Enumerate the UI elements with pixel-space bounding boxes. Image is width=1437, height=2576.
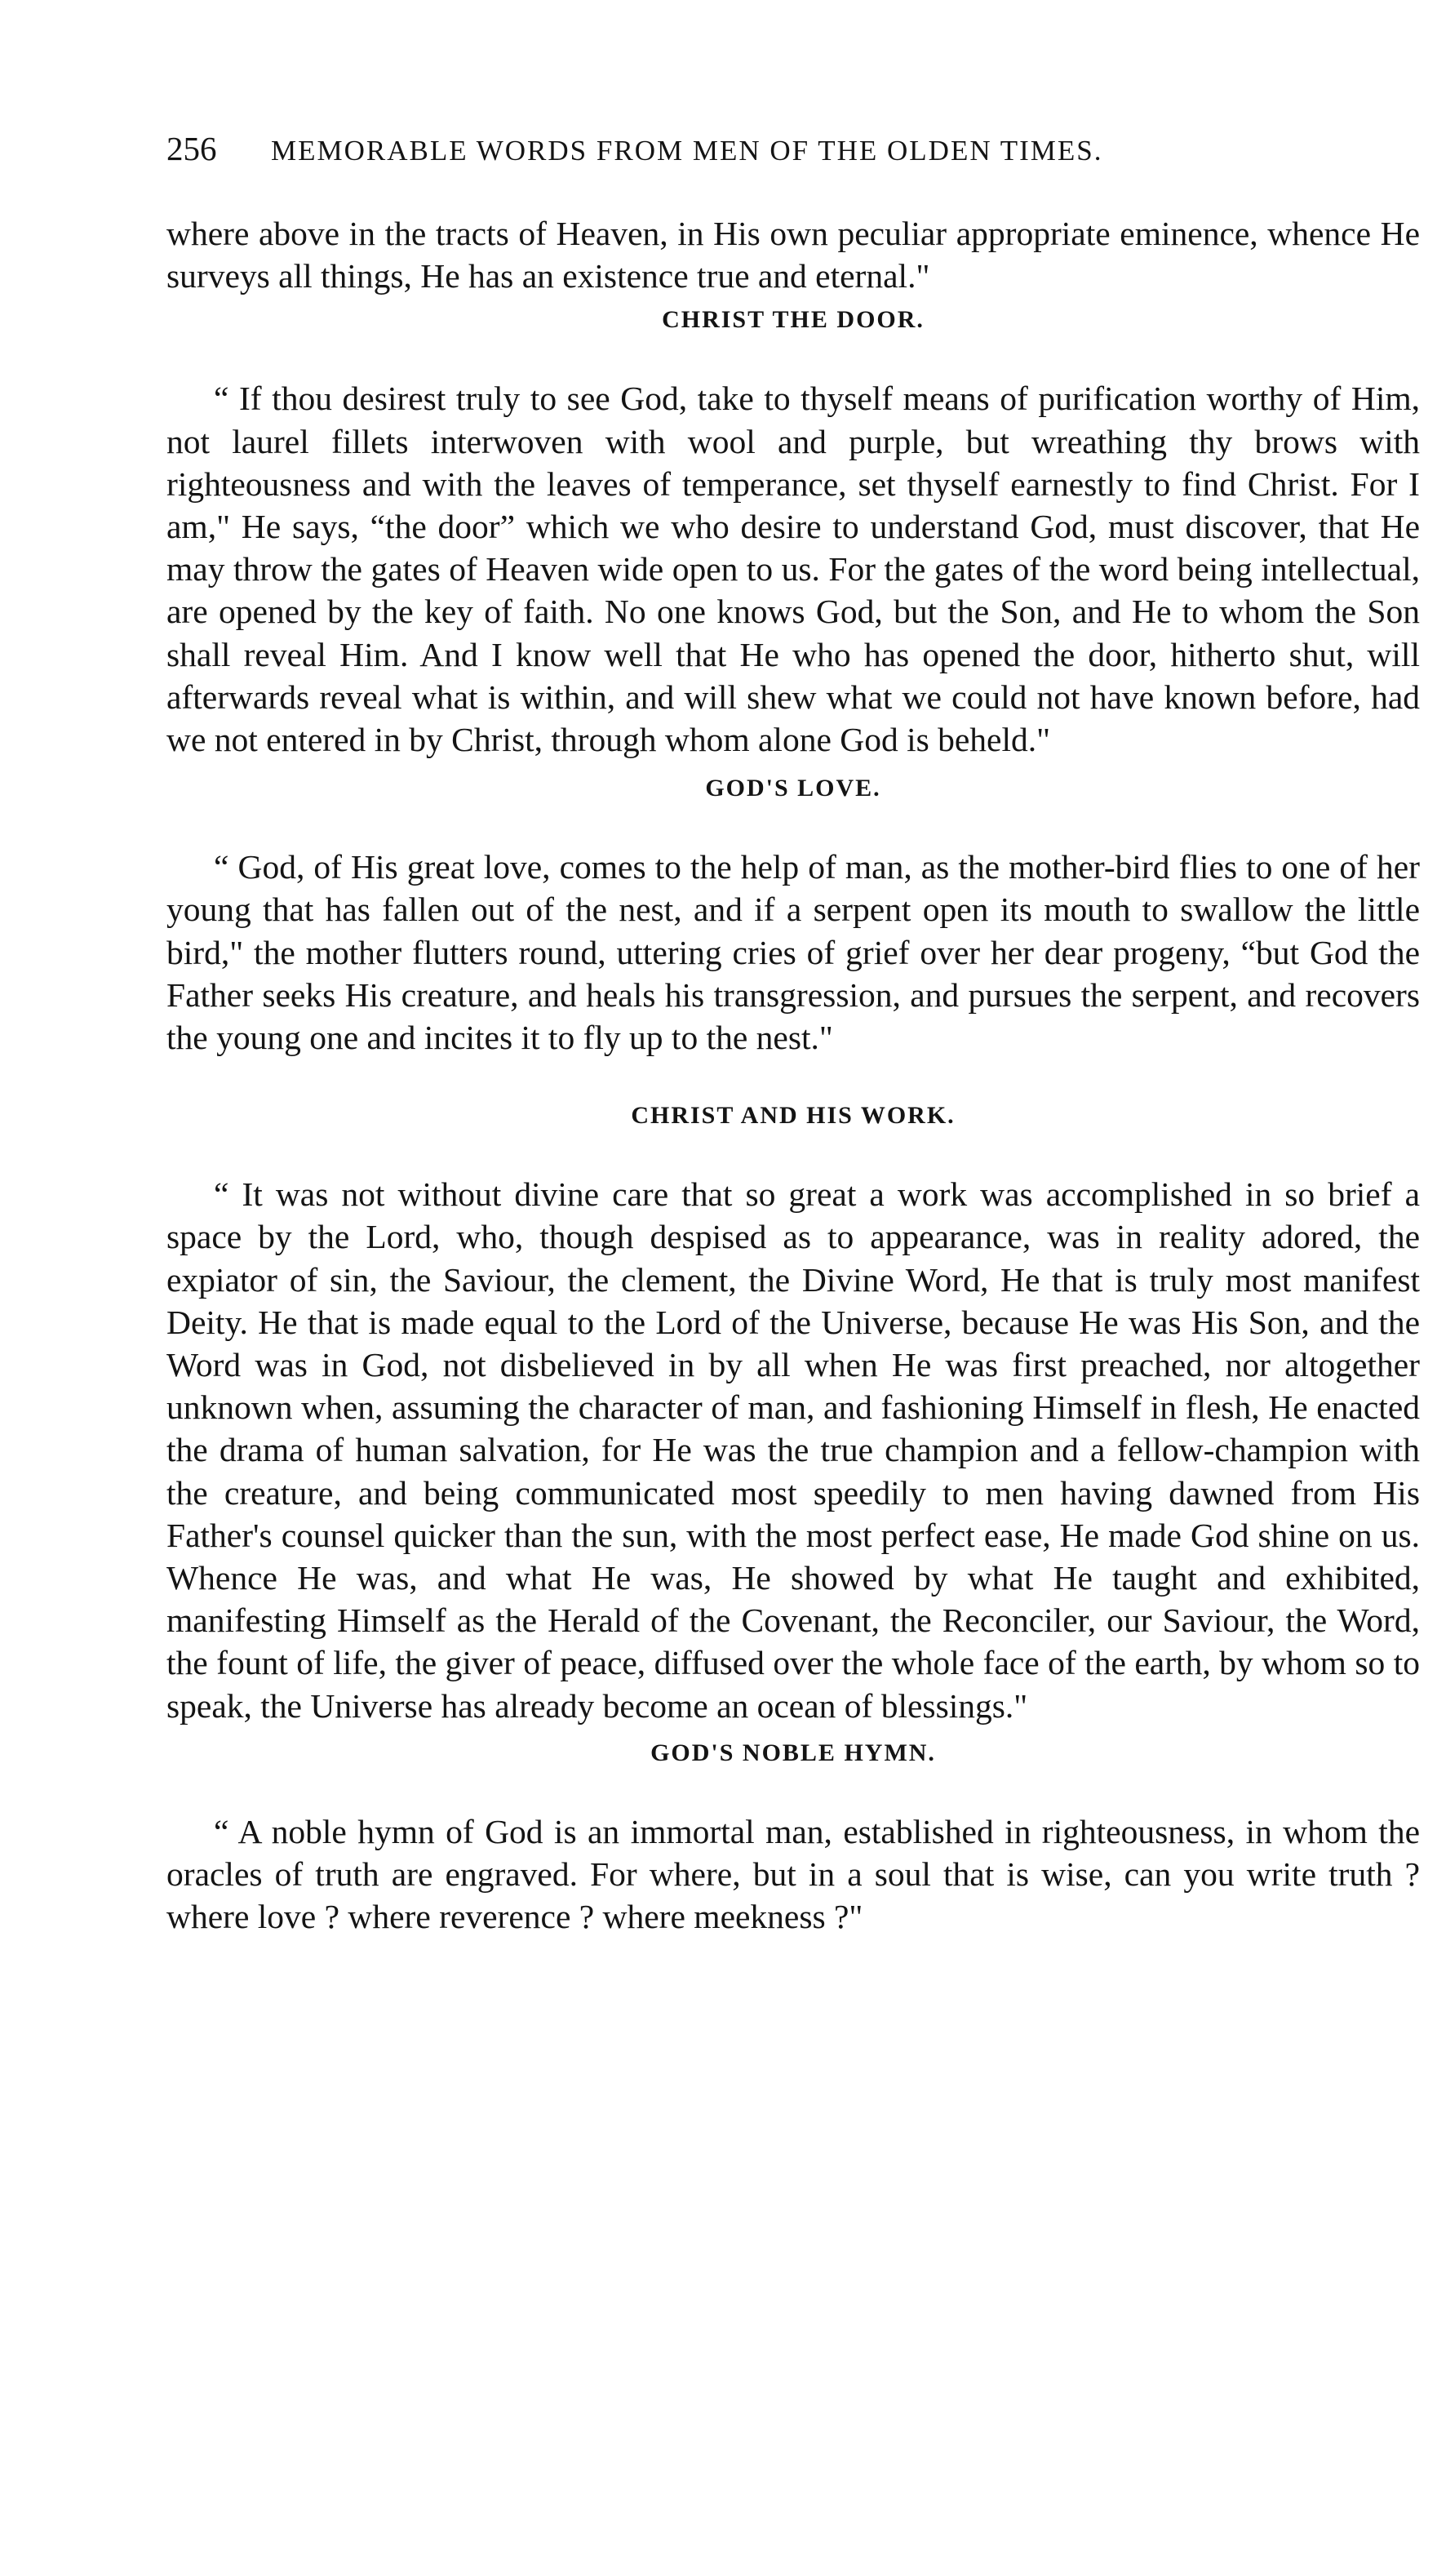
- paragraph-christ-the-door: “ If thou desirest truly to see God, take to thyself means of purification worthy of Him, not laurel fillets interwoven with wool and purple, but wreathing thy brows with righteousness and with the leaves of temperance, set thyself earnestly to find Christ. For I am," He says, “the door” which we who desire to understand God, must discover, that He may throw the gates of Heaven wide open to us. For the gates of the word being intellectual, are opened by the key of faith. No one knows God, but the Son, and He to whom the Son shall reveal Him. And I know well that He who has opened the door, hitherto shut, will afterwards reveal what is within, and will shew what we could not have known before, had we not entered in by Christ, through whom alone God is beheld.": [166, 380, 1420, 759]
- section-heading-gods-love: GOD'S LOVE.: [705, 775, 881, 802]
- paragraph-continued: where above in the tracts of Heaven, in His own peculiar appropriate eminence, whence He surveys all things, He has an existence true and eternal.": [166, 215, 1420, 295]
- running-title: MEMORABLE WORDS FROM MEN OF THE OLDEN TIMES.: [271, 135, 1103, 167]
- running-head: [166, 129, 1420, 181]
- paragraph-christ-and-his-work: “ It was not without divine care that so great a work was accomplished in so brief a space by the Lord, who, though despised as to appearance, was in reality adored, the expiator of sin, the Saviour, the clement, the Divine Word, He that is truly most manifest Deity. He that is made equal to the Lord of the Universe, because He was His Son, and the Word was in God, not disbelieved in by all when He was first preached, nor altogether unknown when, assuming the character of man, and fashioning Himself in flesh, He enacted the drama of human salvation, for He was the true champion and a fellow-champion with the creature, and being communicated most speedily to men having dawned from His Father's counsel quicker than the sun, with the most perfect ease, He made God shine on us. Whence He was, and what He was, He showed by what He taught and exhibited, manifesting Himself as the Herald of the Covenant, the Reconciler, our Saviour, the Word, the fount of life, the giver of peace, diffused over the whole face of the earth, by whom so to speak, the Universe has already become an ocean of blessings.": [166, 1175, 1420, 1725]
- section-heading-christ-the-door: CHRIST THE DOOR.: [662, 306, 925, 334]
- paragraph-gods-noble-hymn: “ A noble hymn of God is an immortal man, established in righteousness, in whom the oracles of truth are engraved. For where, but in a soul that is wise, can you write truth ? where love ? where reverence ? where meekness ?": [166, 1812, 1420, 1936]
- section-heading-gods-noble-hymn: GOD'S NOBLE HYMN.: [650, 1739, 936, 1766]
- section-heading-christ-and-his-work: CHRIST AND HIS WORK.: [631, 1102, 956, 1130]
- book-page: [166, 129, 1420, 1939]
- paragraph-gods-love: “ God, of His great love, comes to the help of man, as the mother-bird flies to one of her young that has fallen out of the nest, and if a serpent open its mouth to swallow the little bird," the mother flutters round, uttering cries of grief over her dear progeny, “but God the Father seeks His creature, and heals his transgression, and pursues the serpent, and recovers the young one and incites it to fly up to the nest.": [166, 848, 1420, 1057]
- page-number: 256: [166, 130, 217, 167]
